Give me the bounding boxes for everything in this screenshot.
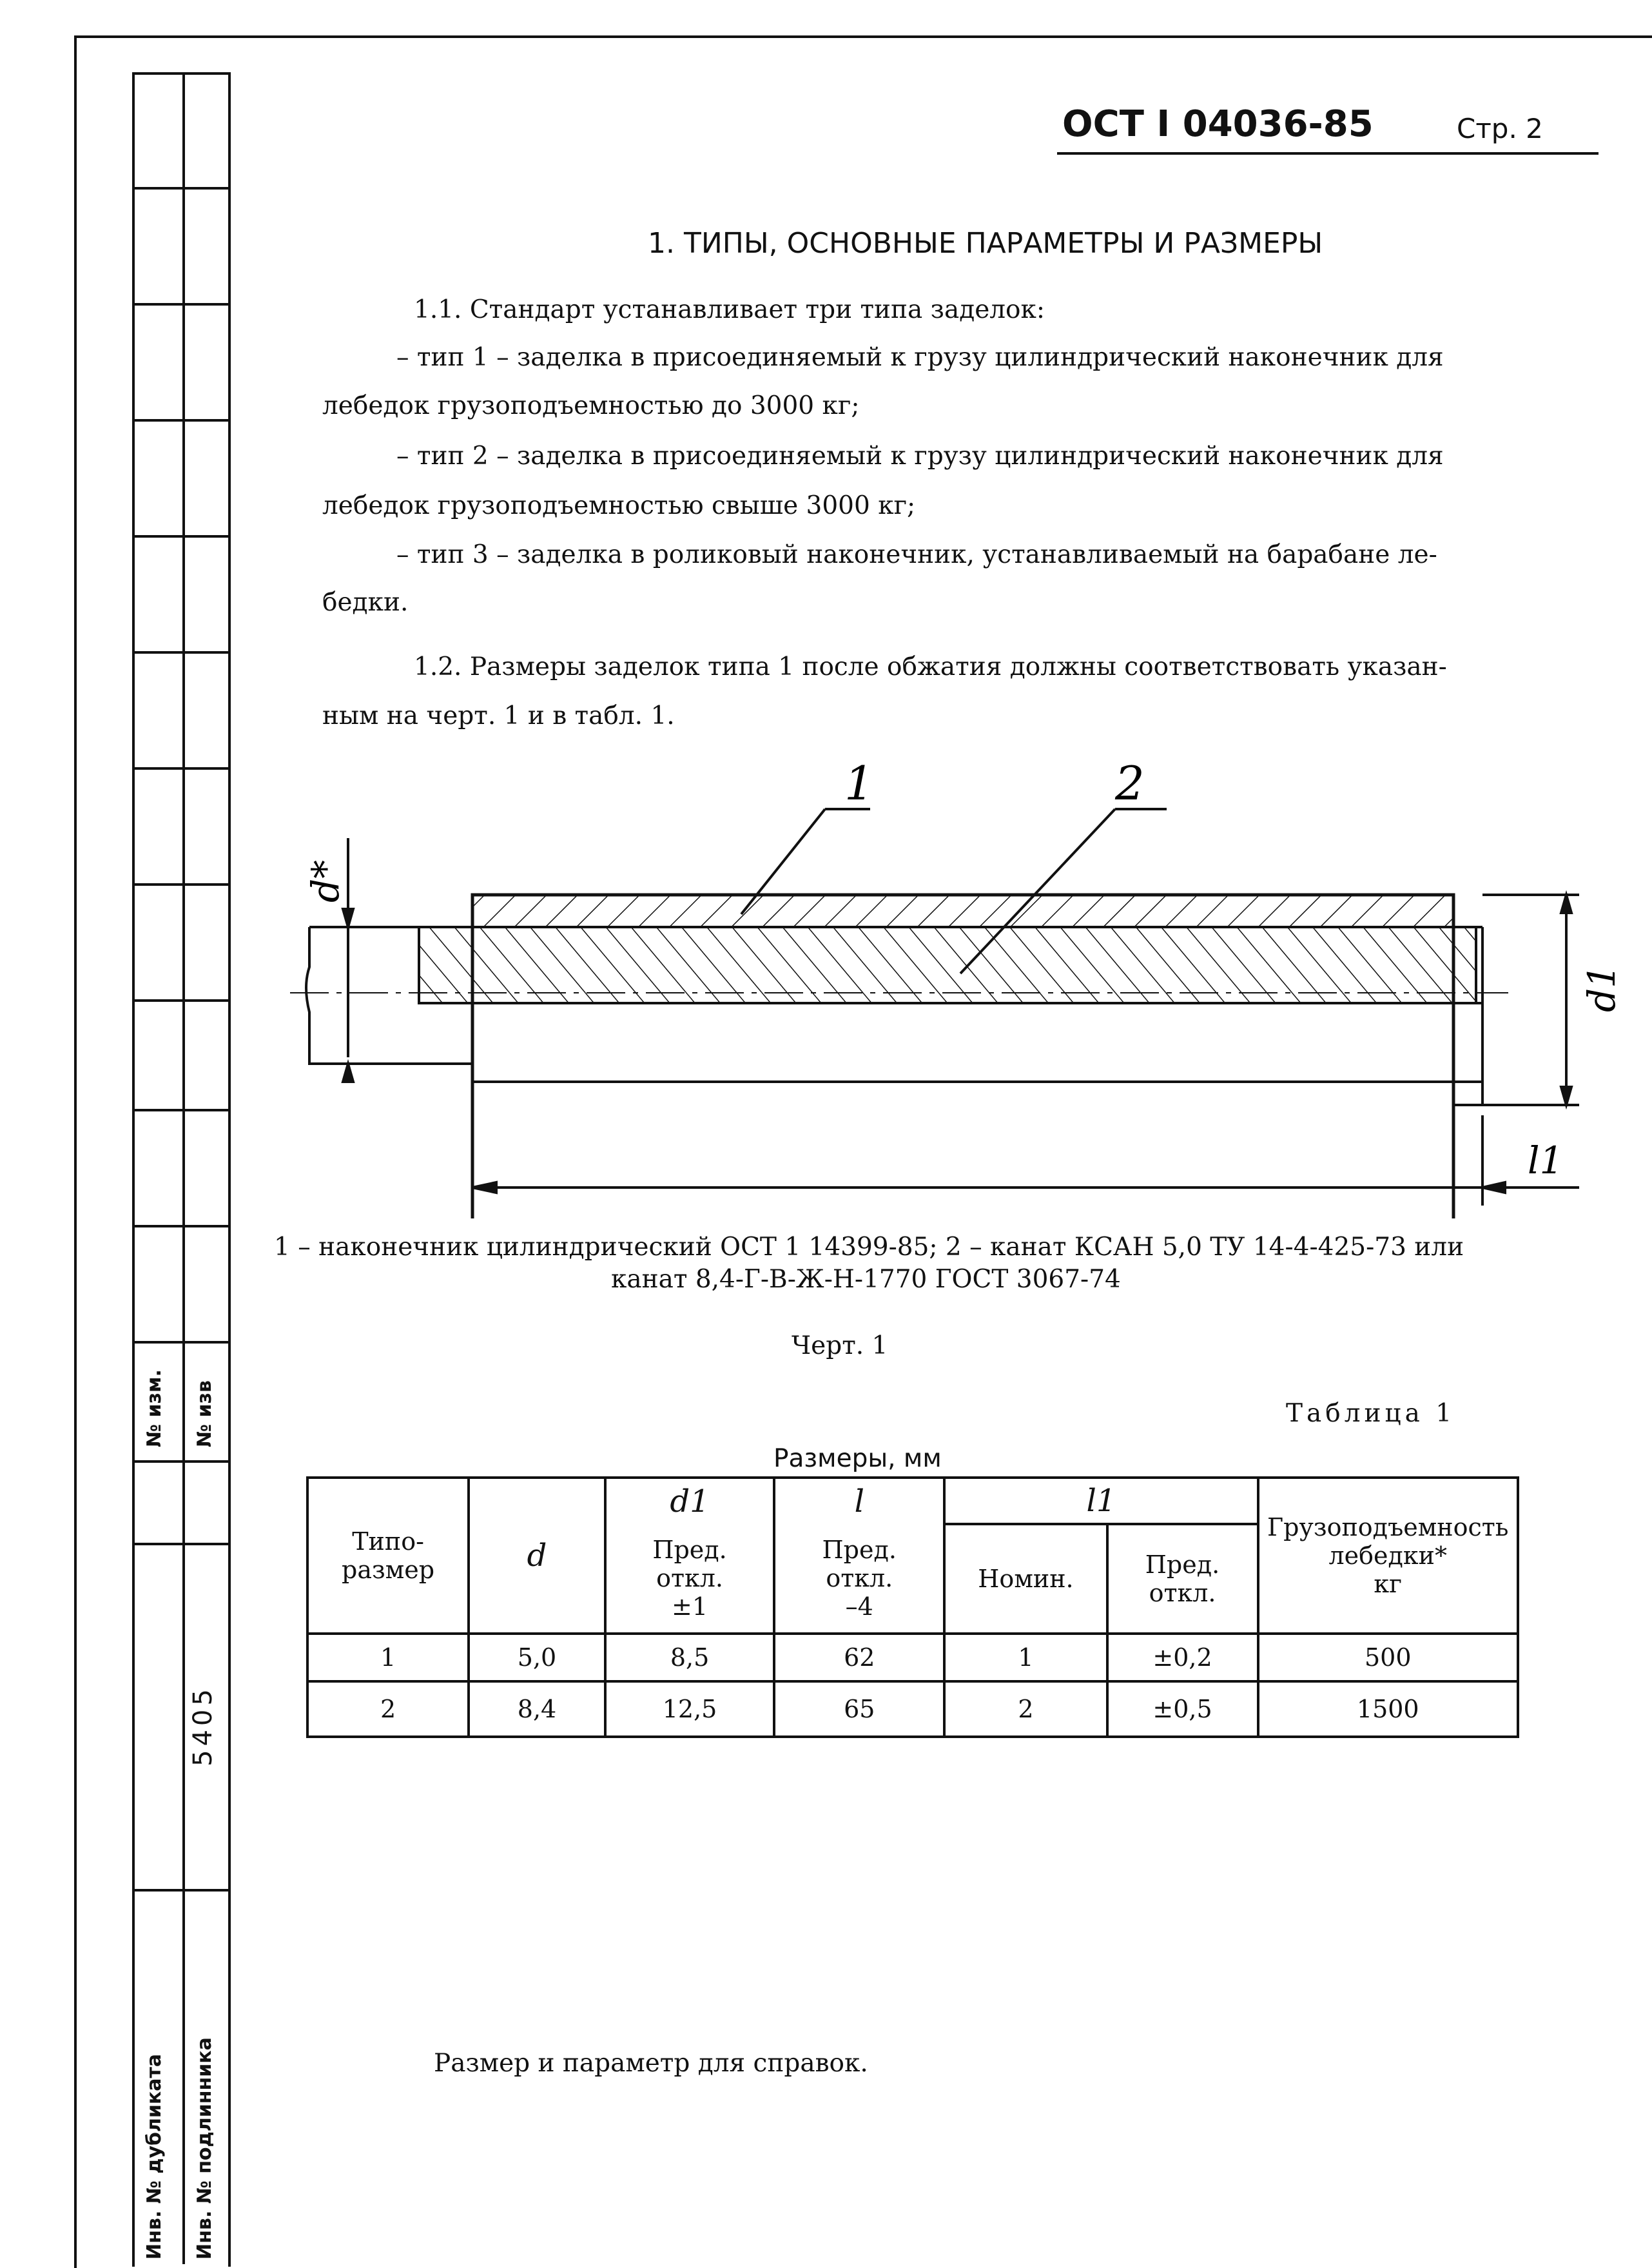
- cell: 8,5: [605, 1634, 774, 1681]
- page-border-top: [74, 35, 1652, 38]
- cell: 12,5: [605, 1681, 774, 1737]
- table-1: [306, 1476, 1519, 1738]
- cell: 1500: [1258, 1681, 1518, 1737]
- margin-inv-dub: Инв. № дубликата: [143, 2053, 166, 2260]
- para-type1-a: – тип 1 – заделка в присоединяемый к грузу цилиндрический наконечник для: [396, 343, 1444, 372]
- callout-2: 2: [1115, 756, 1145, 810]
- cell: 1: [944, 1634, 1107, 1681]
- footnote: Размер и параметр для справок.: [434, 2049, 868, 2078]
- table-label: Таблица 1: [1286, 1399, 1456, 1428]
- th-tiporazmer: Типо- размер: [307, 1478, 469, 1634]
- dim-d-label: d*: [304, 859, 347, 903]
- header-underline: [1057, 152, 1599, 155]
- margin-izv: № изв: [193, 1380, 216, 1447]
- margin-divider: [182, 72, 185, 2264]
- cell: 65: [774, 1681, 944, 1737]
- cell: ±0,2: [1107, 1634, 1258, 1681]
- th-d: d: [469, 1478, 605, 1634]
- drawing-caption-2: канат 8,4-Г-В-Ж-Н-1770 ГОСТ 3067-74: [611, 1265, 1121, 1294]
- table-row: [307, 1634, 1518, 1681]
- th-capacity: Грузоподъемность лебедки* кг: [1258, 1478, 1518, 1634]
- cell: 2: [307, 1681, 469, 1737]
- th-l1: l1: [944, 1478, 1258, 1524]
- para-type2-b: лебедок грузоподъемностью свыше 3000 кг;: [322, 491, 916, 520]
- callout-1: 1: [844, 756, 874, 810]
- table-units: Размеры, мм: [773, 1444, 942, 1473]
- drawing-caption-1: 1 – наконечник цилиндрический ОСТ 1 14399-85; 2 – канат КСАН 5,0 ТУ 14-4-425-73 или: [274, 1233, 1464, 1262]
- para-type3-b: бедки.: [322, 588, 409, 617]
- margin-inv-podl: Инв. № подлинника: [193, 2037, 216, 2260]
- th-d1: d1: [605, 1478, 774, 1524]
- page-label: Стр. 2: [1457, 113, 1543, 144]
- dim-l1-label: l1: [1528, 1139, 1564, 1182]
- margin-inv-number: 5405: [188, 1685, 218, 1766]
- th-l1-tol: Пред. откл.: [1107, 1524, 1258, 1634]
- cell: ±0,5: [1107, 1681, 1258, 1737]
- cell: 1: [307, 1634, 469, 1681]
- para-1-2-a: 1.2. Размеры заделок типа 1 после обжатия должны соответствовать указан-: [414, 652, 1447, 681]
- para-type2-a: – тип 2 – заделка в присоединяемый к грузу цилиндрический наконечник для: [396, 442, 1444, 471]
- margin-strip: [132, 72, 231, 2267]
- th-l1-nom: Номин.: [944, 1524, 1107, 1634]
- doc-number: ОСТ I 04036-85: [1062, 103, 1374, 145]
- dim-d1-label: d1: [1580, 964, 1624, 1012]
- cell: 62: [774, 1634, 944, 1681]
- para-1-1: 1.1. Стандарт устанавливает три типа заделок:: [414, 295, 1045, 324]
- cell: 2: [944, 1681, 1107, 1737]
- page-border-left: [74, 35, 77, 2268]
- cell: 500: [1258, 1634, 1518, 1681]
- para-1-2-b: ным на черт. 1 и в табл. 1.: [322, 701, 675, 730]
- th-d1-tol: Пред. откл. ±1: [605, 1524, 774, 1634]
- para-type1-b: лебедок грузоподъемностью до 3000 кг;: [322, 391, 860, 420]
- th-l-tol: Пред. откл. –4: [774, 1524, 944, 1634]
- cell: 8,4: [469, 1681, 605, 1737]
- drawing-fig-1: [284, 754, 1637, 1218]
- section-title: 1. ТИПЫ, ОСНОВНЫЕ ПАРАМЕТРЫ И РАЗМЕРЫ: [648, 227, 1323, 260]
- margin-izm: № изм.: [143, 1369, 166, 1447]
- table-row: [307, 1681, 1518, 1737]
- para-type3-a: – тип 3 – заделка в роликовый наконечник, устанавливаемый на барабане ле-: [396, 540, 1437, 569]
- th-l: l: [774, 1478, 944, 1524]
- figure-label: Черт. 1: [792, 1331, 888, 1360]
- cell: 5,0: [469, 1634, 605, 1681]
